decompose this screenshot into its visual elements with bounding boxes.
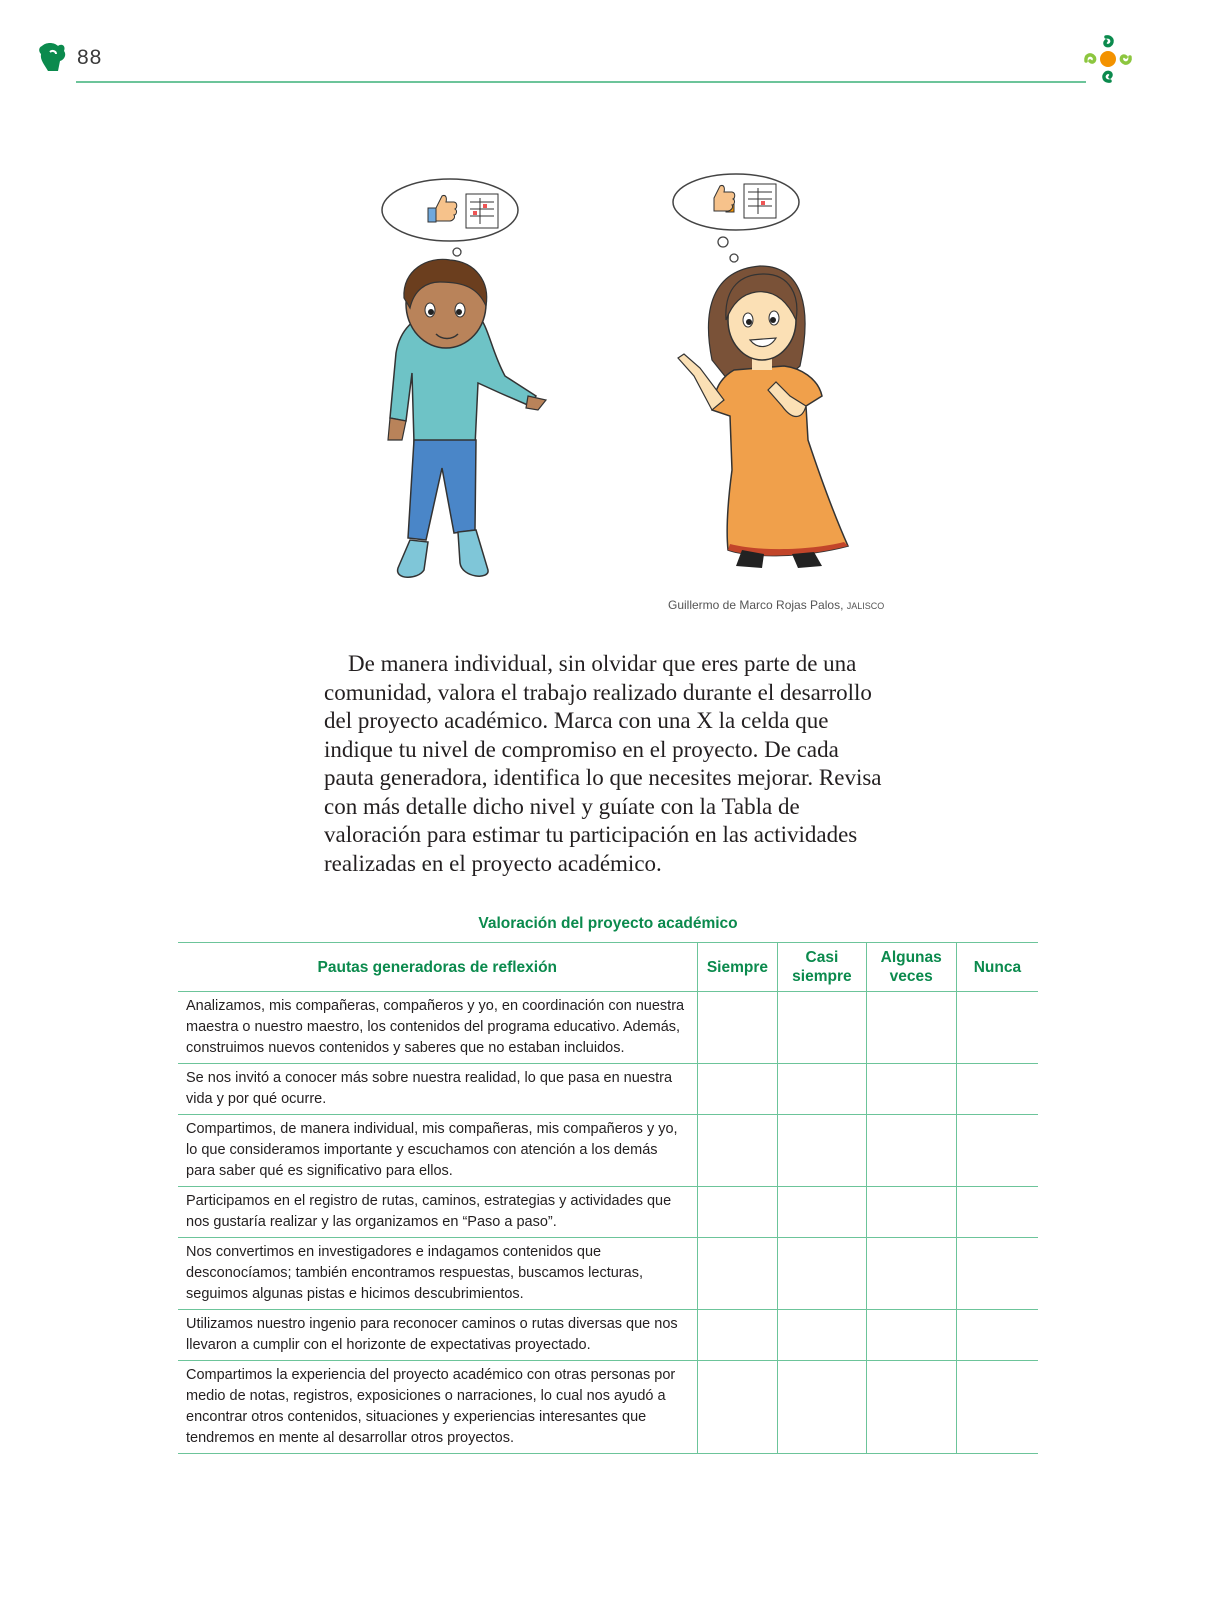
table-row <box>178 1361 1038 1454</box>
table-row <box>178 1310 1038 1361</box>
girl-illustration <box>672 170 872 580</box>
row-statement: Participamos en el registro de rutas, caminos, estrategias y actividades que nos gustaría realizar y las organizamos en “Paso a paso”. <box>178 1187 697 1238</box>
cell-nunca[interactable] <box>956 1361 1038 1454</box>
cell-casi-siempre[interactable] <box>778 992 866 1064</box>
table-row <box>178 1115 1038 1187</box>
table-header-row <box>178 943 1038 992</box>
cell-siempre[interactable] <box>697 1238 778 1310</box>
community-logo-icon <box>1080 33 1136 85</box>
row-statement: Utilizamos nuestro ingenio para reconocer caminos o rutas diversas que nos llevaron a cumplir con el horizonte de expectativas proyectado. <box>178 1310 697 1361</box>
thought-bubble-girl <box>673 174 799 230</box>
cell-siempre[interactable] <box>697 992 778 1064</box>
chart-sheet-icon <box>466 194 498 228</box>
row-statement: Se nos invitó a conocer más sobre nuestra realidad, lo que pasa en nuestra vida y por qué ocurre. <box>178 1064 697 1115</box>
row-statement: Nos convertimos en investigadores e indagamos contenidos que desconocíamos; también encontramos respuestas, buscamos lecturas, seguimos algunas pistas e hicimos descubrimientos. <box>178 1238 697 1310</box>
credit-name: Guillermo de Marco Rojas Palos, <box>668 598 844 612</box>
cell-nunca[interactable] <box>956 1187 1038 1238</box>
header-algunas-veces: Algunas veces <box>866 943 956 992</box>
cell-siempre[interactable] <box>697 1064 778 1115</box>
cell-siempre[interactable] <box>697 1187 778 1238</box>
cell-casi-siempre[interactable] <box>778 1064 866 1115</box>
header-rule <box>76 81 1086 83</box>
credit-state: JALISCO <box>846 601 885 611</box>
cell-nunca[interactable] <box>956 1310 1038 1361</box>
cell-casi-siempre[interactable] <box>778 1187 866 1238</box>
table-row <box>178 1064 1038 1115</box>
cell-siempre[interactable] <box>697 1115 778 1187</box>
cell-nunca[interactable] <box>956 1238 1038 1310</box>
boy-illustration <box>380 178 560 598</box>
valuation-table <box>178 942 1038 1454</box>
table-row <box>178 992 1038 1064</box>
table-row <box>178 1187 1038 1238</box>
header-nunca: Nunca <box>956 943 1038 992</box>
cell-algunas-veces[interactable] <box>866 1187 956 1238</box>
row-statement: Compartimos, de manera individual, mis compañeras, mis compañeros y yo, lo que consideramos importante y escuchamos con atención a los demás para saber qué es significativo para ellos. <box>178 1115 697 1187</box>
chart-sheet-icon <box>744 184 776 218</box>
cell-algunas-veces[interactable] <box>866 1064 956 1115</box>
cell-algunas-veces[interactable] <box>866 1361 956 1454</box>
table-title: Valoración del proyecto académico <box>478 915 738 932</box>
book-logo-icon <box>36 40 68 74</box>
row-statement: Compartimos la experiencia del proyecto académico con otras personas por medio de notas, registros, exposiciones o narraciones, lo cual nos ayudó a encontrar otros contenidos, situaciones y experiencias interesantes que tendremos en mente al desarrollar otros proyectos. <box>178 1361 697 1454</box>
header-siempre: Siempre <box>697 943 778 992</box>
header-casi-siempre: Casi siempre <box>778 943 866 992</box>
cell-siempre[interactable] <box>697 1361 778 1454</box>
cell-casi-siempre[interactable] <box>778 1361 866 1454</box>
cell-casi-siempre[interactable] <box>778 1115 866 1187</box>
cell-siempre[interactable] <box>697 1310 778 1361</box>
row-statement: Analizamos, mis compañeras, compañeros y yo, en coordinación con nuestra maestra o nuestro maestro, los contenidos del programa educativo. Además, construimos nuevos contenidos y saberes que no estaban incluidos. <box>178 992 697 1064</box>
illustration-credit <box>668 598 884 612</box>
cell-nunca[interactable] <box>956 992 1038 1064</box>
table-row <box>178 1238 1038 1310</box>
cell-algunas-veces[interactable] <box>866 1310 956 1361</box>
cell-casi-siempre[interactable] <box>778 1310 866 1361</box>
cell-nunca[interactable] <box>956 1064 1038 1115</box>
cell-algunas-veces[interactable] <box>866 992 956 1064</box>
page-number: 88 <box>77 46 103 69</box>
cell-algunas-veces[interactable] <box>866 1115 956 1187</box>
header-pautas: Pautas generadoras de reflexión <box>178 943 697 992</box>
cell-nunca[interactable] <box>956 1115 1038 1187</box>
cell-casi-siempre[interactable] <box>778 1238 866 1310</box>
cell-algunas-veces[interactable] <box>866 1238 956 1310</box>
intro-paragraph: De manera individual, sin olvidar que eres parte de una comunidad, valora el trabajo realizado durante el desarrollo del proyecto académico. Marca con una X la celda que indique tu nivel de compromiso en el proyecto. De cada pauta generadora, identifica lo que necesites mejorar. Revisa con más detalle dicho nivel y guíate con la Tabla de valoración para estimar tu participación en las actividades realizadas en el proyecto académico. <box>324 651 882 876</box>
